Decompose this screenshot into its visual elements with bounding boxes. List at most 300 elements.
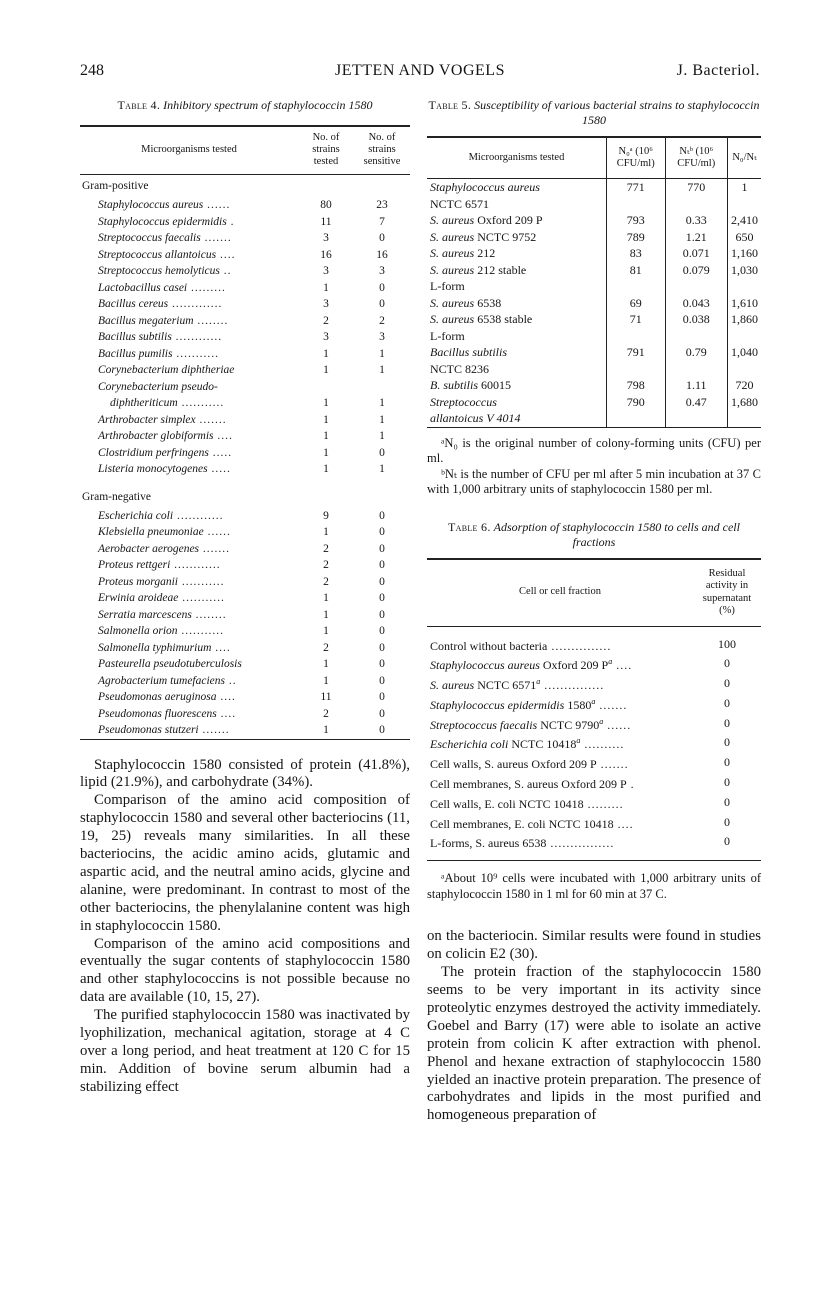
strains-tested: 2 — [323, 641, 329, 654]
strains-tested: 2 — [323, 314, 329, 327]
leader-dots: ...... — [203, 526, 231, 538]
leader-dots: ............... — [547, 638, 612, 653]
organism-name-cont: diphtheriticum ........... — [110, 397, 225, 409]
organism-name: Bacillus subtilis — [98, 331, 172, 343]
table-row — [427, 694, 761, 714]
strain-designation-cont: allantoicus V 4014 — [430, 411, 521, 425]
leader-dots: ............. — [168, 298, 223, 310]
fraction-name: NCTC 9790 — [537, 717, 600, 732]
strain-cell — [427, 262, 606, 295]
table-row — [80, 263, 410, 280]
table4-corynebacterium — [80, 379, 410, 412]
table4-gram-negative — [80, 478, 410, 740]
organism-cell — [80, 346, 298, 363]
organism-name: Corynebacterium diphtheriae — [98, 364, 235, 376]
table-row — [80, 362, 410, 379]
organism-cell — [80, 263, 298, 280]
residual-activity: 0 — [724, 676, 730, 691]
page-number: 248 — [80, 62, 104, 79]
strains-sensitive: 0 — [379, 658, 385, 670]
table5-label: Table 5. — [428, 98, 472, 112]
leader-dots: ......... — [583, 796, 624, 811]
leader-dots: .... — [213, 430, 233, 442]
table-row — [427, 773, 761, 793]
leader-dots: .... — [211, 641, 231, 654]
table-row — [80, 640, 410, 657]
n0-value: 798 — [606, 377, 665, 394]
leader-dots: ........ — [191, 608, 227, 621]
table4-group-row — [80, 486, 410, 508]
strains-tested: 1 — [323, 347, 329, 360]
organism-cell — [80, 656, 298, 673]
leader-dots: ....... — [595, 697, 628, 712]
n0-value: 71 — [606, 311, 665, 344]
organism-cell — [80, 574, 298, 591]
table5-col-ratio: N₀/Nₜ — [728, 137, 762, 179]
table5-body — [427, 179, 761, 428]
strains-sensitive: 0 — [379, 724, 385, 736]
strains-tested: 1 — [323, 658, 329, 670]
ratio-value: 2,410 — [728, 212, 762, 229]
right-body-text — [427, 928, 761, 1125]
n0-value: 789 — [606, 229, 665, 246]
strain-species: S. aureus — [430, 229, 475, 244]
strain-designation-cont: NCTC 8236 — [430, 361, 490, 376]
table4-group-gram-negative: Gram-negative — [82, 490, 151, 503]
table-row — [427, 245, 761, 262]
leader-dots: .... — [613, 816, 634, 831]
table-row — [427, 262, 761, 295]
n0-value: 791 — [606, 344, 665, 377]
strain-cell — [427, 212, 606, 229]
leader-dots: ...... — [603, 717, 632, 732]
table-row — [80, 590, 410, 607]
leader-dots: ............ — [171, 331, 223, 343]
species-name: Streptococcus faecalis — [430, 717, 538, 732]
organism-name: Streptococcus faecalis — [98, 232, 201, 244]
leader-dots: ........ — [193, 314, 229, 327]
cell-fraction — [427, 654, 693, 674]
ratio-value: 720 — [728, 377, 762, 394]
ratio-value: 1,030 — [728, 262, 762, 295]
organism-name: Agrobacterium tumefaciens — [98, 674, 226, 687]
table5-footnotes — [427, 436, 761, 498]
residual-activity: 0 — [724, 656, 730, 671]
table6-body — [427, 626, 761, 861]
strain-cell — [427, 295, 606, 312]
organism-cell — [80, 296, 298, 313]
cell-fraction — [427, 674, 693, 694]
organism-name: Pseudomonas fluorescens — [98, 707, 217, 720]
table6 — [427, 558, 761, 862]
left-body-text — [80, 757, 410, 1097]
organism-cell — [80, 412, 298, 429]
organism-name: Aerobacter aerogenes — [98, 542, 200, 555]
cell-fraction — [427, 626, 693, 654]
n0-value: 83 — [606, 245, 665, 262]
strains-tested: 1 — [323, 724, 329, 736]
organism-name: Streptococcus hemolyticus — [98, 265, 220, 277]
leader-dots: ..... — [207, 463, 231, 475]
ratio-value: 1,680 — [728, 394, 762, 428]
leader-dots: .... — [216, 707, 237, 720]
fraction-name: L-forms, S. aureus 6538 — [430, 836, 547, 851]
organism-name: Listeria monocytogenes — [98, 463, 208, 475]
table-row — [80, 445, 410, 462]
organism-cell — [80, 461, 298, 478]
strains-sensitive: 0 — [379, 707, 385, 720]
strains-sensitive: 7 — [379, 215, 385, 228]
footnote-marker: a — [576, 736, 581, 746]
leader-dots: ....... — [200, 232, 232, 244]
organism-cell — [80, 329, 298, 346]
cell-fraction — [427, 694, 693, 714]
species-name: Escherichia coli — [430, 737, 509, 752]
organism-name: Klebsiella pneumoniae — [98, 526, 204, 538]
table5-header-row — [427, 137, 761, 179]
table-row — [427, 714, 761, 734]
organism-cell — [80, 214, 298, 231]
footnote-marker: a — [599, 716, 604, 726]
table5 — [427, 136, 761, 428]
table-row — [80, 574, 410, 591]
table-row — [427, 813, 761, 833]
organism-cell — [80, 313, 298, 330]
strain-cell — [427, 311, 606, 344]
strains-tested: 1 — [323, 430, 329, 442]
strain-species: S. aureus — [430, 295, 475, 310]
strains-sensitive: 0 — [379, 575, 385, 588]
strains-sensitive: 1 — [379, 347, 385, 360]
strain-cell — [427, 245, 606, 262]
table-row — [80, 230, 410, 247]
table-row — [427, 311, 761, 344]
table5-footnote-a: ᵃN₀ is the original number of colony-forming units (CFU) per ml. — [427, 435, 761, 465]
leader-dots: ...... — [203, 199, 231, 211]
strain-species: S. aureus — [430, 213, 475, 227]
n0-value: 771 — [606, 179, 665, 213]
nt-value: 1.21 — [665, 229, 727, 246]
fraction-name: Cell membranes, E. coli NCTC 10418 — [430, 816, 614, 831]
leader-dots: ............... — [540, 678, 605, 693]
table-row — [80, 296, 410, 313]
nt-value: 1.11 — [665, 377, 727, 394]
strains-tested: 2 — [323, 707, 329, 720]
strains-tested: 3 — [323, 265, 329, 277]
table-row — [80, 689, 410, 706]
organism-cell — [80, 673, 298, 690]
species-name: Staphylococcus epidermidis — [430, 697, 565, 712]
leader-dots: ....... — [199, 542, 231, 555]
strain-designation: Oxford 209 P — [474, 213, 543, 227]
organism-cell — [80, 428, 298, 445]
residual-activity: 0 — [724, 735, 730, 750]
n0-value: 790 — [606, 394, 665, 428]
strains-sensitive: 0 — [379, 625, 385, 637]
strains-sensitive: 1 — [379, 397, 385, 409]
strains-sensitive: 1 — [379, 463, 385, 475]
journal-name: J. Bacteriol. — [676, 62, 760, 79]
organism-cell — [80, 590, 298, 607]
leader-dots: ....... — [198, 724, 230, 736]
right-column — [427, 98, 761, 1125]
organism-cell — [80, 557, 298, 574]
table4-col-tested: No. of strains tested — [312, 132, 340, 167]
strain-designation: 6538 stable — [474, 312, 533, 326]
fraction-name: Control without bacteria — [430, 638, 548, 653]
table-row — [427, 674, 761, 694]
residual-activity: 0 — [724, 775, 730, 790]
strains-sensitive: 0 — [379, 509, 385, 522]
fraction-name: Oxford 209 P — [539, 658, 609, 673]
table-row — [427, 626, 761, 654]
table4-col-organism: Microorganisms tested — [141, 144, 237, 155]
table-row — [427, 832, 761, 860]
leader-dots: ........... — [172, 347, 219, 360]
strains-sensitive: 0 — [379, 592, 385, 604]
strain-species: Bacillus subtilis — [430, 345, 508, 359]
strain-species: B. subtilis — [430, 378, 479, 392]
strain-species: Staphylococcus aureus — [430, 180, 540, 194]
leader-dots: ....... — [195, 413, 227, 426]
strains-tested: 1 — [323, 674, 329, 687]
organism-cell — [80, 689, 298, 706]
leader-dots: .... — [216, 691, 236, 703]
table6-col-cell: Cell or cell fraction — [519, 586, 601, 598]
n0-value: 793 — [606, 212, 665, 229]
table-row — [80, 412, 410, 429]
table-row — [427, 793, 761, 813]
strains-tested: 1 — [323, 463, 329, 475]
paragraph: Comparison of the amino acid compositions and eventually the sugar contents of staphylococcin 1580 and other staphylococcins is not possible because no data are available (10, 15, 27). — [80, 935, 410, 1006]
nt-value: 0.47 — [665, 394, 727, 428]
table-row — [427, 229, 761, 246]
organism-name: Pseudomonas stutzeri — [98, 724, 199, 736]
table-row — [80, 557, 410, 574]
cell-fraction — [427, 733, 693, 753]
table-row — [80, 706, 410, 723]
table4 — [80, 125, 410, 740]
strains-sensitive: 1 — [379, 413, 385, 426]
ratio-value: 1,040 — [728, 344, 762, 377]
nt-value: 0.079 — [665, 262, 727, 295]
strains-tested: 1 — [323, 625, 329, 637]
residual-activity: 0 — [724, 834, 730, 849]
table5-col-n0: N₀ᵃ (10⁶ CFU/ml) — [606, 137, 665, 179]
organism-name: Salmonella typhimurium — [98, 641, 212, 654]
strains-sensitive: 0 — [379, 281, 385, 294]
strain-species: Streptococcus — [430, 394, 497, 409]
table-row — [427, 344, 761, 377]
strains-sensitive: 0 — [379, 232, 385, 244]
strain-designation: 60015 — [478, 378, 512, 392]
table-row — [427, 377, 761, 394]
fraction-name: 1580 — [564, 697, 592, 712]
table-row — [80, 722, 410, 739]
strains-tested: 3 — [323, 331, 329, 343]
nt-value: 0.038 — [665, 311, 727, 344]
leader-dots: ............ — [173, 509, 224, 522]
leader-dots: . — [626, 777, 635, 792]
table4-label: Table 4. — [117, 98, 161, 112]
organism-cell — [80, 623, 298, 640]
strains-sensitive: 2 — [379, 314, 385, 327]
organism-cell — [80, 445, 298, 462]
organism-name: Lactobacillus casei — [98, 281, 188, 294]
table-row — [80, 673, 410, 690]
table6-caption — [427, 520, 761, 550]
organism-name: Bacillus cereus — [98, 298, 169, 310]
table5-caption — [427, 98, 761, 128]
strains-tested: 80 — [320, 199, 332, 211]
cell-fraction — [427, 793, 693, 813]
cell-fraction — [427, 773, 693, 793]
table-row — [80, 607, 410, 624]
organism-cell — [80, 508, 298, 525]
table4-gram-positive — [80, 175, 410, 379]
nt-value: 0.79 — [665, 344, 727, 377]
strain-designation-cont: NCTC 6571 — [430, 196, 490, 211]
fraction-name: Cell membranes, S. aureus Oxford 209 P — [430, 777, 627, 792]
paragraph: The purified staphylococcin 1580 was inactivated by lyophilization, mechanical agitation, storage at 4 C over a long period, and heat treatment at 120 C for 15 min. Addition of bovine serum albumin had a stabilizing effect — [80, 1007, 410, 1095]
leader-dots: .. — [219, 265, 232, 277]
table-row — [80, 197, 410, 214]
strains-tested: 2 — [323, 575, 329, 588]
strains-sensitive: 0 — [379, 298, 385, 310]
cell-fraction — [427, 813, 693, 833]
table-row — [80, 280, 410, 297]
fraction-name: Cell walls, S. aureus Oxford 209 P — [430, 757, 597, 772]
strains-tested: 1 — [323, 592, 329, 604]
residual-activity: 0 — [724, 794, 730, 809]
strains-sensitive: 0 — [379, 691, 385, 703]
leader-dots: ................ — [546, 836, 615, 851]
strains-sensitive: 0 — [379, 526, 385, 538]
organism-name: Pseudomonas aeruginosa — [98, 691, 217, 703]
residual-activity: 0 — [724, 695, 730, 710]
running-header — [80, 62, 760, 84]
residual-activity: 0 — [724, 715, 730, 730]
table6-header-row — [427, 559, 761, 627]
organism-cell — [80, 362, 298, 379]
table6-title: Adsorption of staphylococcin 1580 to cells and cell fractions — [493, 519, 740, 549]
paragraph: Comparison of the amino acid composition of staphylococcin 1580 and several other bacteriocins (11, 19, 25) reveals many similarities. In all these bacteriocins, the acidic amino acids, glutamic and aspartic acid, and the neutral amino acids, glycine and alanine, were predominant. In contrast to most of the other bacteriocins, the phenylalanine content was high in staphylococcin 1580. — [80, 792, 410, 934]
organism-name: Escherichia coli — [98, 509, 174, 522]
strains-tested: 1 — [323, 526, 329, 538]
organism-cell — [80, 280, 298, 297]
table-row — [427, 212, 761, 229]
strains-sensitive: 1 — [379, 430, 385, 442]
strains-tested: 2 — [323, 542, 329, 555]
table4-caption — [80, 98, 410, 113]
strain-species: S. aureus — [430, 262, 475, 277]
table-row — [80, 524, 410, 541]
nt-value: 770 — [665, 179, 727, 213]
strains-sensitive: 0 — [379, 559, 385, 571]
running-authors: JETTEN AND VOGELS — [335, 62, 505, 79]
strains-sensitive: 3 — [379, 265, 385, 277]
strains-sensitive: 23 — [376, 199, 388, 211]
strain-designation-cont: L-form — [430, 328, 465, 343]
strains-tested: 3 — [323, 232, 329, 244]
leader-dots: .... — [216, 248, 236, 261]
strain-designation-cont: L-form — [430, 279, 465, 293]
n0-value: 69 — [606, 295, 665, 312]
strains-sensitive: 0 — [379, 542, 385, 555]
strains-tested: 3 — [323, 298, 329, 310]
organism-cell — [80, 524, 298, 541]
organism-cell — [80, 247, 298, 264]
leader-dots: .. — [225, 674, 237, 687]
ratio-value: 1,860 — [728, 311, 762, 344]
species-name: S. aureus — [430, 678, 475, 693]
organism-cell — [80, 541, 298, 558]
table5-footnote-b: ᵇNₜ is the number of CFU per ml after 5 min incubation at 37 C with 1,000 arbitrary units of staphylococcin 1580 per ml. — [427, 466, 761, 496]
table4-gram-positive-tail — [80, 412, 410, 478]
table-row — [427, 394, 761, 428]
table-row — [80, 313, 410, 330]
table6-label: Table 6. — [448, 519, 491, 534]
table-row — [80, 329, 410, 346]
organism-name: Corynebacterium pseudo- — [98, 380, 218, 393]
paragraph: The protein fraction of the staphylococcin 1580 seems to be very important in its activity since proteolytic enzymes destroyed the activity immediately. Goebel and Barry (17) were able to isolate an active protein from colicin K after extraction with phenol. Phenol and hexane extraction of staphylococcin 1580 yielded an inactive protein preparation. The presence of carbohydrates and lipids in the most purified and homogeneous preparation of — [427, 964, 761, 1124]
organism-cell — [80, 706, 298, 723]
table6-footnote-a: ᵃAbout 10⁹ cells were incubated with 1,000 arbitrary units of staphylococcin 1580 in 1 ml for 60 min at 37 C. — [427, 871, 761, 901]
paragraph: Staphylococcin 1580 consisted of protein (41.8%), lipid (21.9%), and carbohydrate (34%). — [80, 756, 410, 791]
strains-sensitive: 3 — [379, 331, 385, 343]
organism-name: Proteus rettgeri — [98, 559, 171, 571]
leader-dots: ........... — [177, 575, 225, 588]
table-row — [427, 179, 761, 213]
fraction-name: NCTC 6571 — [474, 678, 537, 693]
organism-cell — [80, 640, 298, 657]
left-column — [80, 98, 410, 1097]
leader-dots: .......... — [580, 737, 625, 752]
table5-col-organism: Microorganisms tested — [427, 137, 606, 179]
strain-cell — [427, 229, 606, 246]
residual-activity: 0 — [724, 814, 730, 829]
leader-dots: . — [226, 215, 235, 228]
strains-sensitive: 0 — [379, 641, 385, 654]
table-row — [80, 656, 410, 673]
strains-tested: 16 — [320, 248, 332, 261]
leader-dots: ............ — [170, 559, 221, 571]
cell-fraction — [427, 753, 693, 773]
cell-fraction — [427, 714, 693, 734]
leader-dots: ........... — [178, 592, 225, 604]
organism-name: Serratia marcescens — [98, 608, 192, 621]
table-row — [427, 654, 761, 674]
footnote-marker: a — [536, 677, 541, 687]
strains-tested: 2 — [323, 559, 329, 571]
organism-cell — [80, 197, 298, 214]
residual-activity: 100 — [718, 636, 736, 651]
nt-value: 0.043 — [665, 295, 727, 312]
organism-name: Streptococcus allantoicus — [98, 248, 217, 261]
strains-tested: 1 — [323, 397, 329, 409]
strains-sensitive: 0 — [379, 674, 385, 687]
table-row — [80, 508, 410, 525]
table4-header-row — [80, 126, 410, 175]
table-row — [427, 295, 761, 312]
organism-name: Salmonella orion — [98, 625, 178, 637]
strains-tested: 11 — [320, 691, 332, 703]
residual-activity: 0 — [724, 755, 730, 770]
table4-title: Inhibitory spectrum of staphylococcin 1580 — [163, 98, 373, 112]
table4-group-gram-positive: Gram-positive — [82, 180, 149, 192]
strains-tested: 1 — [323, 281, 329, 294]
table4-col-sensitive: No. of strains sensitive — [363, 132, 401, 167]
